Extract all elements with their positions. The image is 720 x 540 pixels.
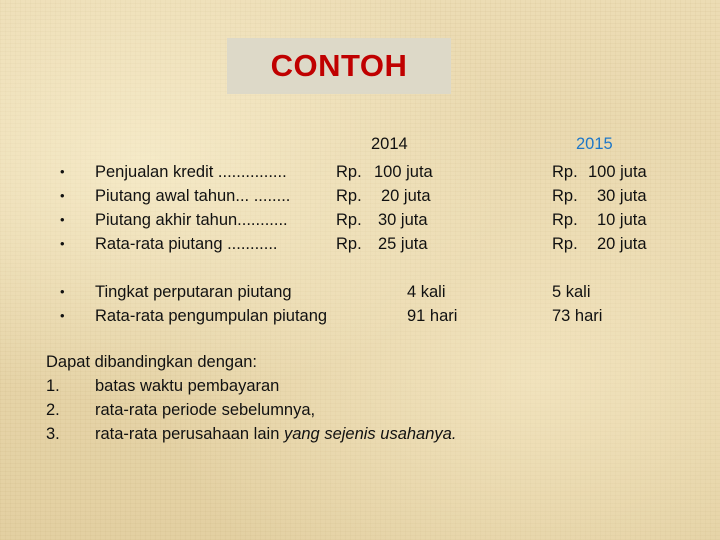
item-currency-2014: Rp. (336, 211, 362, 229)
list-text: batas waktu pembayaran (95, 377, 280, 395)
list-number: 1. (46, 377, 60, 395)
year-2015-header: 2015 (576, 135, 613, 153)
list-number: 2. (46, 401, 60, 419)
bullet-icon: • (60, 188, 65, 203)
list-text: rata-rata periode sebelumnya, (95, 401, 316, 419)
item-value-2015: 30 juta (597, 187, 647, 205)
list-text: rata-rata perusahaan lain (95, 425, 284, 443)
ratio-label: Rata-rata pengumpulan piutang (95, 307, 328, 325)
list-number: 3. (46, 425, 60, 443)
title-box (227, 38, 451, 94)
ratio-value-2014: 91 hari (407, 307, 458, 325)
ratio-value-2015: 5 kali (552, 283, 591, 301)
bullet-icon: • (60, 308, 65, 323)
bullet-icon: • (60, 284, 65, 299)
ratio-label: Tingkat perputaran piutang (95, 283, 292, 301)
year-2014-header: 2014 (371, 135, 408, 153)
item-label: Penjualan kredit ............... (95, 163, 287, 181)
ratio-value-2014: 4 kali (407, 283, 446, 301)
item-value-2014: 25 juta (378, 235, 428, 253)
item-value-2015: 20 juta (597, 235, 647, 253)
bullet-icon: • (60, 212, 65, 227)
item-value-2015: 10 juta (597, 211, 647, 229)
item-label: Rata-rata piutang ........... (95, 235, 278, 253)
ratio-value-2015: 73 hari (552, 307, 603, 325)
bullet-icon: • (60, 164, 65, 179)
item-value-2014: 100 juta (374, 163, 433, 181)
item-value-2014: 30 juta (378, 211, 428, 229)
item-currency-2015: Rp. (552, 187, 578, 205)
item-label: Piutang akhir tahun........... (95, 211, 288, 229)
list-text-line (95, 422, 456, 446)
item-value-2015: 100 juta (588, 163, 647, 181)
item-currency-2015: Rp. (552, 211, 578, 229)
item-currency-2014: Rp. (336, 187, 362, 205)
page-title: CONTOH (270, 48, 408, 83)
comparison-heading: Dapat dibandingkan dengan: (46, 353, 258, 371)
item-currency-2014: Rp. (336, 163, 362, 181)
item-label: Piutang awal tahun... ........ (95, 187, 291, 205)
list-text-italic: yang sejenis usahanya. (283, 425, 457, 443)
item-currency-2015: Rp. (552, 163, 578, 181)
item-currency-2014: Rp. (336, 235, 362, 253)
item-currency-2015: Rp. (552, 235, 578, 253)
item-value-2014: 20 juta (381, 187, 431, 205)
bullet-icon: • (60, 236, 65, 251)
